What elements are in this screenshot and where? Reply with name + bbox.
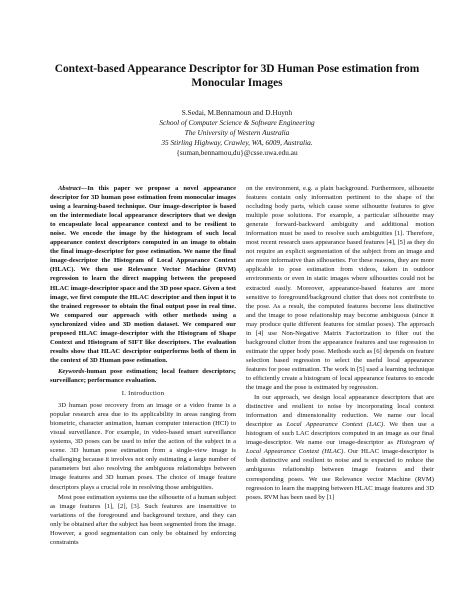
left-column: [50, 184, 236, 547]
abstract-text: —In this paper we propose a novel appearance descriptor for 3D human pose estimation from monocular images using a learning-based technique. Our image-descriptor is based on the intermediate local appearance descriptors that we design to encapsulate local appearance context and to be resilient to noise. We encode the image by the histogram of such local appearance context descriptors computed in an image to obtain the final image-descriptor for pose estimation. We name the final image-descriptor the Histogram of Local Appearance Context (HLAC). We then use Relevance Vector Machine (RVM) regression to learn the direct mapping between the proposed HLAC image-descriptor space and the 3D pose space. Given a test image, we first compute the HLAC descriptor and then input it to the trained regressor to obtain the final output pose in real time. We compared our approach with other methods using a synchronized video and 3D motion dataset. We compared our proposed HLAC image-descriptor with the Histogram of Shape Context and Histogram of SIFT like descriptors. The evaluation results show that HLAC descriptor outperforms both of them in the context of 3D Human pose estimation.: [50, 185, 236, 364]
keywords-label: Keywords: [58, 367, 85, 375]
abstract-label: Abstract: [58, 185, 81, 192]
keywords: [50, 367, 236, 385]
term-lac: Local Appearance Context (LAC): [286, 421, 384, 429]
author-names: S.Sedai, M.Bennamoun and D.Huynh: [181, 108, 293, 117]
affiliation-school: School of Computer Science & Software Engineering: [159, 118, 315, 127]
term-hlac: Histogram of Local Appearance Context (HLAC): [246, 439, 434, 456]
keywords-text: -human pose estimation; local feature descriptors; surveillance; performance evaluation.: [50, 367, 236, 384]
paper-title: Context-based Appearance Descriptor for 3D Human Pose estimation from Monocular Images: [54, 63, 420, 89]
body-paragraph-2-part-c: . We then use a histogram of such LAC descriptors computed in an image as our final image-descriptor. We name our image-descriptor as: [246, 421, 434, 447]
body-paragraph-2-part-e: . Our HLAC image-descriptor is both distinctive and resilient to noise and is expected to reduce the ambiguous relationship between image features and their corresponding poses. We use Relevance vector Machine (RVM) regression to learn the mapping between HLAC image features and 3D poses. RVM has been used by [1]: [246, 448, 434, 501]
body-paragraph-2-part-a: In our approach, we design local appearance descriptors that are distinctive and resilient to noise by incorporating local context information and dimensionality reduction. We name our local descriptor as: [246, 394, 434, 429]
abstract: [50, 184, 236, 365]
section-heading-introduction: I. Introduction: [121, 390, 165, 398]
affiliation-university: The University of Western Australia: [184, 128, 290, 137]
body-paragraph-1: on the environment, e.g. a plain background. Furthermore, silhouette features contain only information pertinent to the shape of the occluding body parts, which cause some silhouette features to give multiple pose solutions. For example, a particular silhouette may generate forward-backward ambiguity and additional motion information must be used to resolve such ambiguities [1]. Therefore, most recent research uses appearance based features [4], [5] as they do not require an explicit segmentation of the subject from an image and are more informative than silhouettes. For these reasons, they are more applicable to pose estimation from videos, taken in outdoor environments or even in static images where silhouettes could not be extracted easily. Moreover, appearance-based features are more sensitive to foreground/background clutter that does not contribute to the pose. As a result, the computed features become less distinctive and the image to pose relationship may become ambiguous (since it may produce quite different features for similar poses). The approach in [4] use Non-Negative Matrix Factorization to filter out the background clutter from the appearance features and use regression to estimate the upper body pose. Methods such as [6] depends on feature selection based regression to select the useful local appearance features for pose estimation. The work in [5] used a learning technique to efficiently create a histogram of local appearance features to encode the image and the pose is estimated by regression.: [246, 185, 434, 392]
author-email: {suman,bennamou,du}@csse.uwa.edu.au: [176, 148, 298, 157]
author-block: [60, 108, 414, 158]
intro-paragraph-1: 3D human pose recovery from an image or a video frame is a popular research area due to its applicability in areas ranging from biometric, character animation, human computer interaction (HCI) to visual surveillance. For example, in video-based smart surveillance systems, 3D poses can be used to infer the action of the subject in a scene. 3D human pose estimation from a single-view image is challenging because it involves not only estimating a large number of parameters but also resolving the ambiguous relationships between image features and 3D human poses. The choice of image feature descriptors plays a crucial role in resolving those ambiguities.: [50, 402, 236, 491]
body-paragraph-2: [246, 393, 434, 502]
intro-paragraph-2: Most pose estimation systems use the silhouette of a human subject as image features [1], [2], [3]. Such features are insensitive to variations of the foreground and background texture, and they can only be obtained after the subject has been segmented from the image. However, a good segmentation can only be obtained by enforcing constraints: [50, 493, 237, 546]
affiliation-address: 35 Stirling Highway, Crawley, WA, 6009, Australia.: [161, 138, 313, 147]
right-column: [246, 184, 434, 502]
